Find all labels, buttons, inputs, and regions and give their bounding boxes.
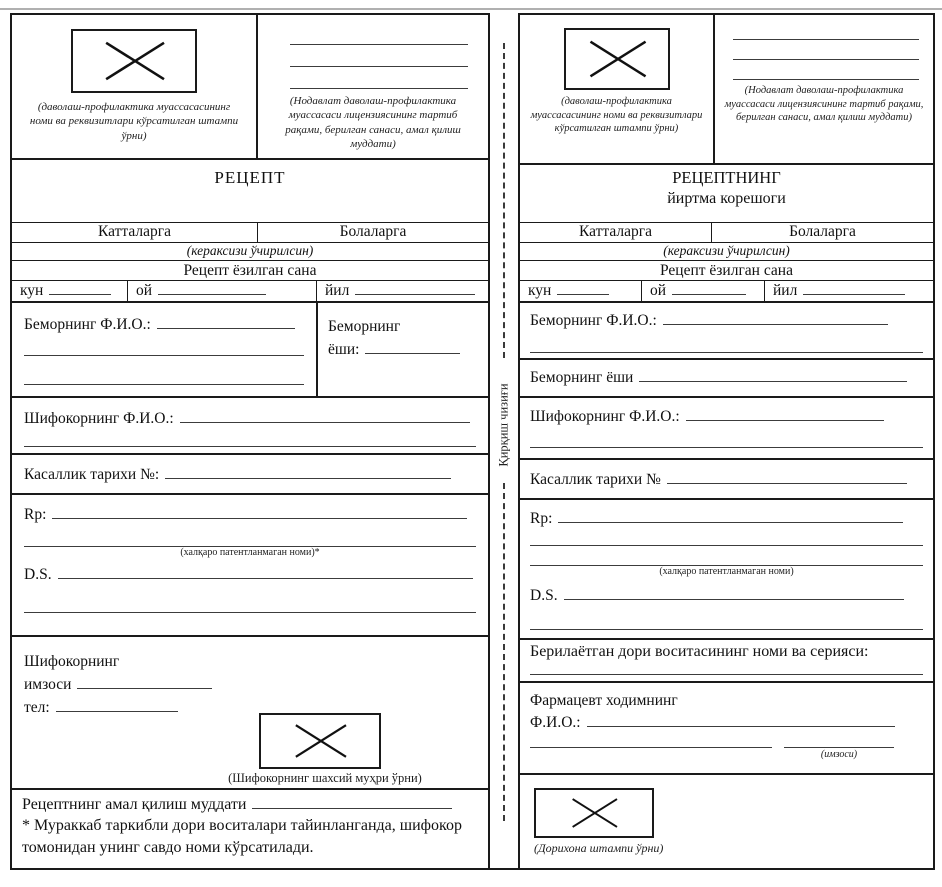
cross-out-note: (кераксизи ўчирилсин) (520, 243, 933, 261)
blank-line (530, 447, 923, 448)
validity-label: Рецептнинг амал қилиш муддати (22, 796, 247, 813)
adults-children-row (520, 223, 933, 243)
month-label: ой (650, 282, 667, 299)
cross-out-note: (кераксизи ўчирилсин) (12, 243, 488, 261)
history-row (12, 455, 488, 495)
clinic-stamp-caption: (даволаш-профилактика муассасасининг номи ва реквизитлари кўрсатилган штампи ўрни) (29, 101, 239, 142)
blank-line (24, 384, 304, 385)
footnote: * Мураккаб таркибли дори воситалари тайинланганда, шифокор томонидан унинг савдо номи кўрсатилади. (22, 817, 462, 856)
adults-label: Катталарга (12, 223, 258, 242)
license-caption: (Нодавлат даволаш-профилактика муассасаси лицензиясининг тартиб рақами, берилган санаси, амал қилиш муддати) (724, 85, 924, 124)
cut-dashed-line (503, 483, 505, 821)
doctor-name-label: Шифокорнинг Ф.И.О.: (530, 408, 680, 425)
pharmacist-section (520, 683, 933, 775)
blank-line (686, 407, 884, 421)
blank-line (564, 586, 904, 600)
license-cell (715, 15, 933, 163)
stamp-x-icon (536, 790, 652, 836)
date-fields-row (12, 281, 488, 303)
clinic-stamp-cell (520, 15, 715, 163)
blank-line (158, 281, 266, 295)
blank-line (530, 352, 923, 353)
rp-label: Rp: (24, 506, 47, 523)
doctor-name-label: Шифокорнинг Ф.И.О.: (24, 410, 174, 427)
blank-line (672, 281, 746, 295)
patient-name-label: Беморнинг Ф.И.О.: (530, 312, 657, 329)
doctor-signature-label-1: Шифокорнинг (24, 653, 120, 670)
blank-line (639, 368, 907, 382)
adults-label: Катталарга (520, 223, 712, 242)
blank-line (56, 698, 178, 712)
blank-line (49, 281, 111, 295)
patient-row (12, 303, 488, 398)
blank-line (733, 79, 919, 80)
doctor-stamp-placeholder (259, 713, 381, 769)
blank-line (290, 44, 468, 45)
blank-line (587, 713, 895, 727)
patient-name-row (520, 303, 933, 360)
stamp-x-icon (261, 715, 379, 767)
pharmacy-stamp-section (520, 775, 933, 870)
license-cell (258, 15, 488, 158)
blank-line (733, 39, 919, 40)
rp-label: Rp: (530, 510, 553, 527)
inn-caption: (халқаро патентланмаган номи)* (180, 547, 320, 558)
pharmacy-stamp-caption: (Дорихона штампи ўрни) (534, 841, 664, 855)
year-label: йил (325, 282, 350, 299)
patient-age-label: Беморнинг ёши (530, 369, 634, 386)
phone-label: тел: (24, 699, 50, 716)
dispensed-drug-row (520, 640, 933, 683)
date-fields-row (520, 281, 933, 303)
history-label: Касаллик тарихи №: (24, 466, 160, 483)
clinic-stamp-caption: (даволаш-профилактика муассасасининг номи ва реквизитлари кўрсатилган штампи ўрни) (530, 96, 703, 135)
ds-label: D.S. (24, 566, 52, 583)
patient-name-label: Беморнинг Ф.И.О.: (24, 316, 151, 333)
form-title-line1: РЕЦЕПТНИНГ (672, 168, 781, 187)
day-label: кун (528, 282, 552, 299)
rp-section (520, 500, 933, 640)
blank-line (803, 281, 905, 295)
blank-line (24, 355, 304, 356)
stamp-x-icon (566, 30, 668, 88)
month-field (642, 281, 765, 301)
children-label: Болаларга (339, 223, 407, 240)
rp-section (12, 495, 488, 637)
blank-line (558, 509, 903, 523)
blank-line (365, 340, 460, 354)
prescription-stub-form (518, 13, 935, 870)
day-field (520, 281, 642, 301)
ds-label: D.S. (530, 587, 558, 604)
validity-section (12, 790, 488, 870)
cut-dashed-line (503, 43, 505, 358)
form-title (520, 165, 933, 223)
children-label: Болаларга (789, 223, 856, 240)
cut-line-column (490, 13, 518, 870)
patient-age-label-2: ёши: (328, 341, 360, 358)
bottom-gap-line (488, 868, 520, 870)
blank-line (733, 59, 919, 60)
pharmacist-label-1: Фармацевт ходимнинг (530, 692, 678, 709)
patient-age-row (520, 360, 933, 398)
dispensed-drug-label: Берилаётган дори воситасининг номи ва серияси: (530, 643, 869, 660)
form-title-line2: йиртма корешоги (667, 189, 786, 207)
license-caption: (Нодавлат даволаш-профилактика муассасаси лицензиясининг тартиб рақами, берилган санаси, амал қилиш муддати) (285, 95, 461, 150)
doctor-name-row (520, 398, 933, 460)
blank-line (24, 446, 476, 447)
cut-line-label: Қирқиш чизиғи (495, 380, 514, 469)
blank-line (52, 505, 467, 519)
blank-line (530, 545, 923, 546)
header-stamp-row (12, 15, 488, 160)
blank-line (252, 795, 452, 809)
header-stamp-row (520, 15, 933, 165)
blank-line (290, 66, 468, 67)
day-label: кун (20, 282, 44, 299)
clinic-stamp-placeholder (71, 29, 197, 93)
doctor-signature-section (12, 637, 488, 790)
inn-caption: (халқаро патентланмаган номи) (659, 566, 794, 577)
blank-line (667, 470, 907, 484)
blank-line (180, 409, 470, 423)
blank-line (290, 88, 468, 89)
clinic-stamp-cell (12, 15, 258, 158)
blank-line (530, 747, 772, 748)
clinic-stamp-placeholder (564, 28, 670, 90)
history-row (520, 460, 933, 500)
day-field (12, 281, 128, 301)
year-label: йил (773, 282, 798, 299)
page-top-rule (0, 8, 942, 10)
patient-age-cell (318, 303, 488, 396)
blank-line (663, 311, 888, 325)
date-header: Рецепт ёзилган сана (12, 261, 488, 281)
history-label: Касаллик тарихи № (530, 471, 661, 488)
year-field (317, 281, 488, 301)
adults-children-row (12, 223, 488, 243)
signature-caption: (имзоси) (820, 749, 858, 760)
year-field (765, 281, 933, 301)
doctor-stamp-caption: (Шифокорнинг шахсий муҳри ўрни) (228, 771, 422, 785)
form-title: РЕЦЕПТ (12, 160, 488, 223)
blank-line (77, 675, 212, 689)
pharmacist-label-2: Ф.И.О.: (530, 714, 581, 731)
month-field (128, 281, 317, 301)
doctor-name-row (12, 398, 488, 455)
patient-age-label-1: Беморнинг (328, 318, 401, 335)
blank-line (24, 612, 476, 613)
doctor-signature-label-2: имзоси (24, 676, 72, 693)
blank-line (557, 281, 609, 295)
date-header: Рецепт ёзилган сана (520, 261, 933, 281)
patient-name-cell (12, 303, 318, 396)
blank-line (165, 465, 451, 479)
blank-line (58, 565, 473, 579)
month-label: ой (136, 282, 153, 299)
pharmacy-stamp-placeholder (534, 788, 654, 838)
blank-line (530, 674, 923, 675)
prescription-main-form (10, 13, 490, 870)
blank-line (157, 315, 295, 329)
blank-line (355, 281, 475, 295)
stamp-x-icon (73, 31, 195, 91)
blank-line (530, 629, 923, 630)
